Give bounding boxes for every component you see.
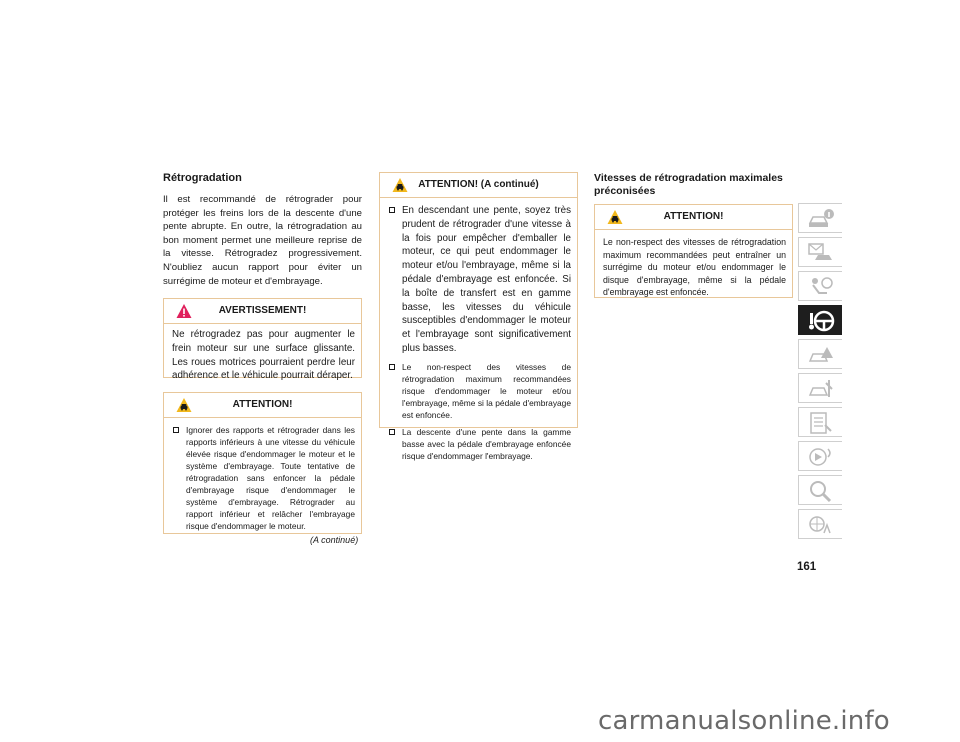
list-item: La descente d'une pente dans la gamme basse avec la pédale d'embrayage enfoncée risque d'endommager l'embrayage. bbox=[388, 426, 571, 462]
caution-box-1 bbox=[163, 392, 362, 534]
right-section-title: Vitesses de rétrogradation maximales préconisées bbox=[594, 172, 783, 197]
caution-box-2 bbox=[379, 172, 578, 461]
tab-car-mail[interactable] bbox=[798, 237, 842, 267]
section-paragraph: Il est recommandé de rétrograder pour protéger les freins lors de la descente d'une pente abrupte. En outre, la rétrogradation au bon moment permet une meilleure reprise de la vitesse. Rétrogradez progressivement. N'oubliez aucun rapport pour éviter un surrégime de moteur et d'embrayage. bbox=[163, 194, 362, 287]
warning-triangle-icon bbox=[176, 303, 192, 319]
caution-box-3-header bbox=[595, 205, 792, 230]
caution-box-2-title: ATTENTION! (A continué) bbox=[418, 179, 539, 190]
caution-car-icon bbox=[607, 209, 623, 225]
caution-box-2-body bbox=[380, 198, 577, 471]
tab-language[interactable] bbox=[798, 509, 842, 539]
tab-car-warning[interactable] bbox=[798, 339, 842, 369]
checklist-icon bbox=[807, 411, 835, 435]
car-info-icon bbox=[807, 207, 835, 231]
caution-car-icon bbox=[176, 397, 192, 413]
tab-car-info[interactable] bbox=[798, 203, 842, 233]
car-warning-icon bbox=[807, 343, 835, 367]
list-item: Ignorer des rapports et rétrograder dans les rapports inférieurs à une vitesse du véhicule élevée risque d'endommager le moteur et le système d'embrayage. Toute tentative de rétrogradation sans enfoncer la pédale d'embrayage risque d'endommager le système d'embrayage. Rétrograder au rapport inférieur et relâcher l'embrayage risque d'endommager le moteur. bbox=[172, 424, 355, 532]
tab-checklist[interactable] bbox=[798, 407, 842, 437]
list-item: Le non-respect des vitesses de rétrogradation maximum recommandées risque d'endommager le moteur et/ou l'embrayage, même si la pédale d'embrayage est enfoncée. bbox=[388, 361, 571, 421]
bullet-square-icon bbox=[173, 427, 179, 433]
section-title: Rétrogradation bbox=[163, 172, 242, 184]
airbag-icon bbox=[807, 275, 835, 299]
caution-box-1-body bbox=[164, 418, 361, 541]
bullet-square-icon bbox=[389, 207, 395, 213]
chapter-tabs bbox=[798, 203, 842, 543]
car-mail-icon bbox=[807, 241, 835, 265]
media-icon bbox=[807, 445, 835, 469]
warning-box bbox=[163, 298, 362, 382]
tab-airbag[interactable] bbox=[798, 271, 842, 301]
continued-note: (A continué) bbox=[310, 535, 359, 545]
warning-box-header bbox=[164, 299, 361, 324]
magnifier-icon bbox=[807, 479, 835, 503]
caution-box-3-text: Le non-respect des vitesses de rétrogradation maximum recommandées peut entraîner un surrégime du moteur et/ou endommager le disque d'embrayage, même si la pédale d'embrayage est enfoncée. bbox=[603, 237, 786, 298]
tab-search[interactable] bbox=[798, 475, 842, 505]
tab-steering[interactable] bbox=[798, 305, 842, 335]
steering-wheel-icon bbox=[807, 309, 835, 333]
caution-car-icon bbox=[392, 177, 408, 193]
bullet-square-icon bbox=[389, 364, 395, 370]
language-icon bbox=[807, 513, 835, 537]
tab-media[interactable] bbox=[798, 441, 842, 471]
caution-box-3 bbox=[594, 204, 793, 298]
warning-box-title: AVERTISSEMENT! bbox=[218, 305, 307, 316]
watermark-text: carmanualsonline.info bbox=[598, 706, 890, 736]
list-item: En descendant une pente, soyez très prudent de rétrograder d'une vitesse à la fois pour empêcher d'emballer le moteur, ce qui peut endommager le moteur et/ou l'embrayage, même si la pédale d'embrayage est enfoncée. Si la boîte de transfert est en gamme basse, les vitesses du véhicule susceptibles d'endommager le moteur et l'embrayage sont significativement plus basses. bbox=[388, 204, 571, 356]
caution-box-1-header bbox=[164, 393, 361, 418]
page-number: 161 bbox=[797, 561, 817, 573]
caution-box-2-header bbox=[380, 173, 577, 198]
caution-box-1-title: ATTENTION! bbox=[232, 399, 293, 410]
tab-car-service[interactable] bbox=[798, 373, 842, 403]
car-service-icon bbox=[807, 377, 835, 401]
caution-box-3-title: ATTENTION! bbox=[663, 211, 724, 222]
bullet-square-icon bbox=[389, 429, 395, 435]
warning-box-text: Ne rétrogradez pas pour augmenter le frein moteur sur une surface glissante. Les roues motrices pourraient perdre leur adhérence et le véhicule pourrait déraper. bbox=[172, 329, 355, 382]
